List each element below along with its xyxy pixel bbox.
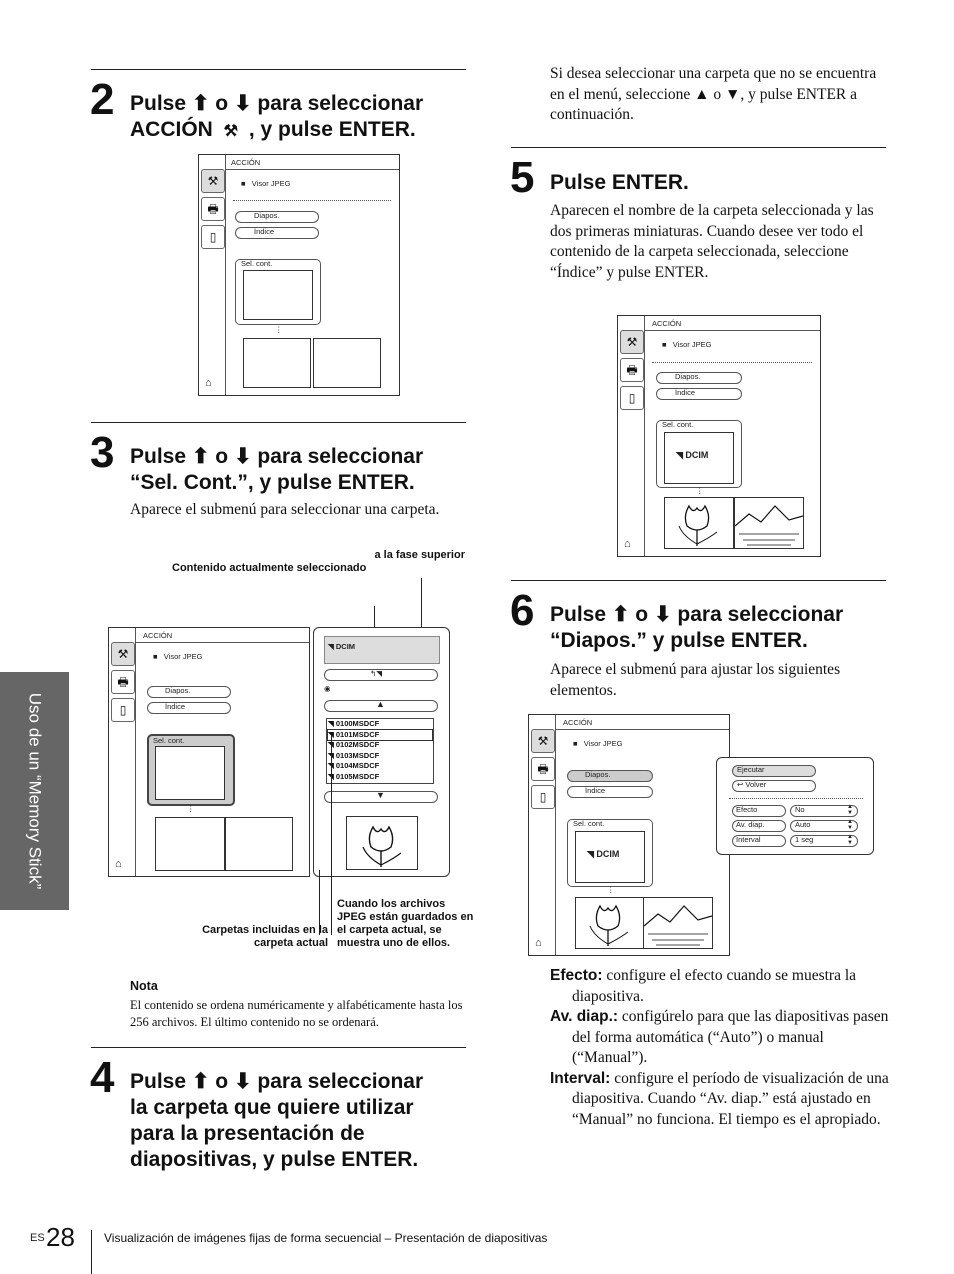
step3-heading xyxy=(130,444,470,496)
accion-tab-icon[interactable]: ⚒ xyxy=(531,729,555,753)
step3-line2: “Sel. Cont.”, y pulse ENTER. xyxy=(130,471,415,494)
spin-icon: ▲ ▼ xyxy=(847,819,853,831)
step4-number: 4 xyxy=(90,1053,115,1102)
screen-accion-2: ⚒ 🖶 ▯ ⌂ ACCIÓN ■ Visor JPEG Diapos. Índice Sel. cont. ◥ DCIM ⋮ xyxy=(617,315,821,557)
indice-button[interactable] xyxy=(567,786,653,798)
folder-list-item[interactable]: ◥ 0103MSDCF xyxy=(328,750,380,760)
visor-item[interactable]: ■ Visor JPEG xyxy=(241,179,291,188)
upper-level-icon: ↰◥ xyxy=(370,669,383,678)
def-efecto: Efecto: configure el efecto cuando se muestra la diapositiva. xyxy=(550,967,857,1005)
indice-button[interactable] xyxy=(656,388,742,400)
printer-icon[interactable]: 🖶 xyxy=(111,670,135,694)
accion-tab-icon[interactable]: ⚒ xyxy=(201,169,225,193)
screen-selcont-1: ⚒ 🖶 ▯ ⌂ ACCIÓN ■ Visor JPEG Diapos. Índice Sel. cont. ⋮ xyxy=(108,627,310,877)
right-intro: Si desea seleccionar una carpeta que no se encuentra en el menú, seleccione ▲ o ▼, y pulse ENTER a continuación. xyxy=(550,65,877,123)
step2-line2: ACCIÓN xyxy=(130,118,213,141)
spin-icon: ▲ ▼ xyxy=(847,804,853,816)
accion-header: ACCIÓN xyxy=(231,158,261,167)
callout-upper: a la fase superior xyxy=(374,549,465,561)
step2-line2b: , y pulse ENTER. xyxy=(248,118,416,141)
home-icon[interactable]: ⌂ xyxy=(115,858,122,870)
folder-list-item[interactable]: ◥ 0101MSDCF xyxy=(328,730,432,741)
step5-rule xyxy=(511,147,886,148)
home-icon[interactable]: ⌂ xyxy=(535,937,542,949)
step3-rule xyxy=(91,422,466,423)
spin-icon: ▲ ▼ xyxy=(847,834,853,846)
screen-diapos: ⚒ 🖶 ▯ ⌂ ACCIÓN ■ Visor JPEG Diapos. Índice Sel. cont. ◥ DCIM ⋮ xyxy=(528,714,730,956)
folder-list-item[interactable]: ◥ 0102MSDCF xyxy=(328,740,380,750)
indice-button[interactable] xyxy=(235,227,319,239)
accion-tab-icon[interactable]: ⚒ xyxy=(620,330,644,354)
nota-body: El contenido se ordena numéricamente y alfabéticamente hasta los 256 archivos. El último contenido no se ordenará. xyxy=(130,998,463,1029)
side-tab xyxy=(0,672,69,910)
callout-jpeg: Cuando los archivos JPEG están guardados en el carpeta actual, se muestra uno de ellos. xyxy=(337,898,474,949)
step2-heading xyxy=(130,91,470,145)
thumbnail-tulip[interactable] xyxy=(575,897,645,949)
thumbnail-tulip[interactable] xyxy=(664,497,734,549)
accion-icon: ⚒ xyxy=(223,123,239,140)
thumbnail-landscape[interactable] xyxy=(643,897,713,949)
step3-body: Aparece el submenú para seleccionar una carpeta. xyxy=(130,501,440,518)
callout-current: Contenido actualmente seleccionado xyxy=(172,562,367,574)
thumbnail-landscape[interactable] xyxy=(734,497,804,549)
home-icon[interactable]: ⌂ xyxy=(205,377,212,389)
definitions xyxy=(550,966,890,1130)
memory-stick-icon[interactable]: ▯ xyxy=(201,225,225,249)
down-arrow-icon: ▼ xyxy=(376,790,385,800)
def-interval: Interval: configure el período de visualización de una diapositiva. Cuando “Av. diap.” está ajustado en “Manual” no funciona. El tiempo es el apropiado. xyxy=(550,1069,889,1128)
step5-body: Aparecen el nombre de la carpeta seleccionada y las dos primeras miniaturas. Cuando desee ver todo el contenido de la carpeta seleccionada, seleccione “Índice” y pulse ENTER. xyxy=(550,202,874,281)
page-number: 28 xyxy=(46,1222,75,1252)
memory-stick-icon[interactable]: ▯ xyxy=(111,698,135,722)
step5-number: 5 xyxy=(510,153,535,202)
memory-stick-icon[interactable]: ▯ xyxy=(531,785,555,809)
step6-number: 6 xyxy=(510,586,535,635)
step2-rule xyxy=(91,69,466,70)
folder-list-item[interactable]: ◥ 0105MSDCF xyxy=(328,771,380,781)
step6-heading: Pulse ⬆ o ⬇ para seleccionar “Diapos.” y pulse ENTER. xyxy=(550,603,844,652)
def-avdiap: Av. diap.: configúrelo para que las diapositivas pasen del forma automática (“Auto”) o manual (“Manual”). xyxy=(550,1008,889,1066)
visor-item[interactable]: ■ Visor JPEG xyxy=(662,340,712,349)
thumbnail[interactable] xyxy=(225,817,293,871)
folder-submenu: ◥ DCIM ↰◥ ◉ ▲ ◥ 0100MSDCF ◥ 0101MSDCF ◥ 0102MSDCF ◥ 0103MSDCF ◥ 0104MSDCF ◥ 0105MSDCF ▼ xyxy=(313,627,450,877)
step4-rule xyxy=(91,1047,466,1048)
visor-item[interactable]: ■ Visor JPEG xyxy=(573,739,623,748)
side-tab-text: Uso de un “Memory Stick” xyxy=(25,692,44,890)
thumbnail[interactable] xyxy=(313,338,381,388)
step6-body: Aparece el submenú para ajustar los siguientes elementos. xyxy=(550,661,841,699)
visor-item[interactable]: ■ Visor JPEG xyxy=(153,652,203,661)
folder-list-item[interactable]: ◥ 0100MSDCF xyxy=(328,719,380,728)
thumbnail[interactable] xyxy=(243,338,311,388)
step3-number: 3 xyxy=(90,428,115,477)
printer-icon[interactable]: 🖶 xyxy=(620,358,644,382)
callout-folders: Carpetas incluidas en la carpeta actual xyxy=(202,924,328,949)
step3-line1: Pulse ⬆ o ⬇ para seleccionar xyxy=(130,445,424,468)
tulip-image xyxy=(347,817,417,869)
printer-icon[interactable]: 🖶 xyxy=(531,757,555,781)
footer-lang: ES xyxy=(30,1232,45,1244)
step5-title: Pulse ENTER. xyxy=(550,171,689,194)
indice-button[interactable] xyxy=(147,702,231,714)
home-icon[interactable]: ⌂ xyxy=(624,538,631,550)
screen-accion-1: ⚒ 🖶 ▯ ⌂ ACCIÓN ■ Visor JPEG Diapos. Índice Sel. cont. ⋮ xyxy=(198,154,400,396)
accion-tab-icon[interactable]: ⚒ xyxy=(111,642,135,666)
jpeg-preview xyxy=(346,816,418,870)
memory-stick-icon[interactable]: ▯ xyxy=(620,386,644,410)
printer-icon[interactable]: 🖶 xyxy=(201,197,225,221)
step6-rule xyxy=(511,580,886,581)
thumbnail[interactable] xyxy=(155,817,225,871)
step4-heading: Pulse ⬆ o ⬇ para seleccionar la carpeta que quiere utilizar para la presentación de diapositivas, y pulse ENTER. xyxy=(130,1070,424,1171)
diapos-submenu: Ejecutar ↩ Volver Efecto No ▲ ▼ Av. diap. Auto ▲ ▼ Interval 1 seg ▲ ▼ xyxy=(716,757,874,855)
step2-line1: Pulse ⬆ o ⬇ para seleccionar xyxy=(130,92,424,115)
step2-number: 2 xyxy=(90,75,115,124)
folder-list-item[interactable]: ◥ 0104MSDCF xyxy=(328,761,380,771)
footer-caption: Visualización de imágenes fijas de forma secuencial – Presentación de diapositivas xyxy=(104,1231,548,1245)
nota-title: Nota xyxy=(130,979,158,993)
up-arrow-icon: ▲ xyxy=(376,699,385,709)
